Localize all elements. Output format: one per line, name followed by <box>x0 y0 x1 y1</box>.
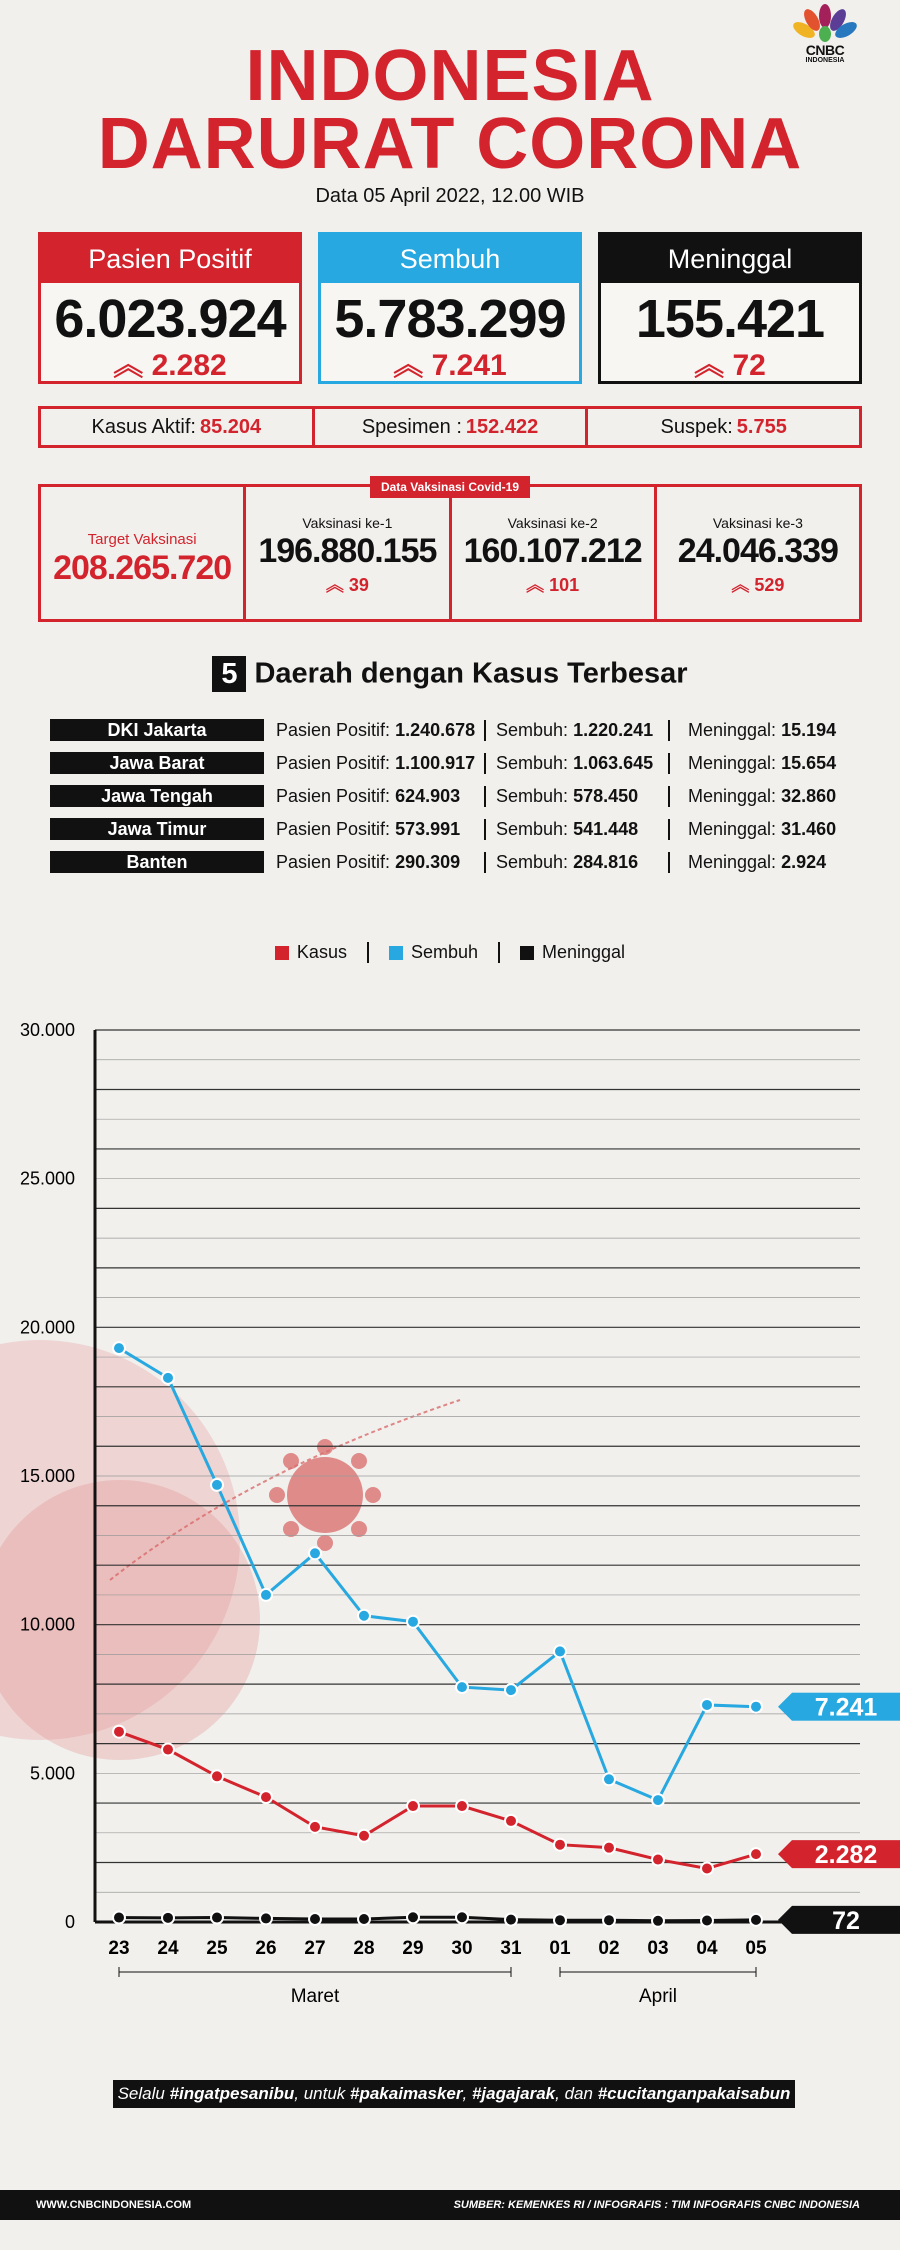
x-tick-label: 30 <box>451 1938 473 1959</box>
summary-strip <box>38 406 862 448</box>
end-label-kasus: 2.282 <box>814 1841 878 1870</box>
data-point-meninggal <box>505 1914 517 1926</box>
data-point-sembuh <box>407 1616 419 1628</box>
data-point-sembuh <box>309 1547 321 1559</box>
campaign-message: Selalu #ingatpesanibu, untuk #pakaimasker, #jagajarak, dan #cucitanganpakaisabun <box>113 2080 795 2108</box>
website-link[interactable]: WWW.CNBCINDONESIA.COM <box>36 2199 192 2211</box>
region-row: Jawa Tengah Pasien Positif: 624.903 Sembuh: 578.450 Meninggal: 32.860 <box>50 784 870 808</box>
y-tick-label: 0 <box>64 1912 75 1932</box>
data-point-meninggal <box>701 1915 713 1927</box>
data-point-kasus <box>603 1842 615 1854</box>
data-point-meninggal <box>211 1912 223 1924</box>
vaccination-dose-2: Vaksinasi ke-2 160.107.212 ︽ 101 <box>449 487 654 619</box>
card-value: 5.783.299 <box>334 289 566 349</box>
data-date: Data 05 April 2022, 12.00 WIB <box>315 185 585 207</box>
card-delta: ︽ 72 <box>694 349 766 382</box>
x-tick-label: 31 <box>500 1938 522 1959</box>
data-point-kasus <box>554 1839 566 1851</box>
data-point-sembuh <box>260 1589 272 1601</box>
data-point-meninggal <box>456 1911 468 1923</box>
data-point-sembuh <box>113 1342 125 1354</box>
end-label-arrow <box>778 1906 792 1934</box>
double-chevron-up-icon: ︽ <box>694 349 725 382</box>
x-tick-label: 24 <box>157 1938 179 1959</box>
line-chart <box>0 1000 900 2010</box>
y-tick-label: 20.000 <box>19 1317 75 1338</box>
logo-text: CNBC <box>805 42 845 58</box>
specimens: Spesimen : 152.422 <box>312 409 586 445</box>
data-point-kasus <box>113 1726 125 1738</box>
deaths-card <box>598 232 862 384</box>
data-point-meninggal <box>260 1912 272 1924</box>
data-point-meninggal <box>603 1914 615 1926</box>
data-point-meninggal <box>358 1913 370 1925</box>
region-row: Jawa Barat Pasien Positif: 1.100.917 Sembuh: 1.063.645 Meninggal: 15.654 <box>50 751 870 775</box>
legend-item-meninggal: Meninggal <box>498 942 645 963</box>
region-row: Banten Pasien Positif: 290.309 Sembuh: 284.816 Meninggal: 2.924 <box>50 850 870 874</box>
vaccination-target: Target Vaksinasi 208.265.720 <box>53 531 232 587</box>
data-point-meninggal <box>113 1912 125 1924</box>
recovered-card <box>318 232 582 384</box>
x-tick-label: 27 <box>304 1938 326 1959</box>
data-point-meninggal <box>652 1915 664 1927</box>
data-point-sembuh <box>505 1684 517 1696</box>
data-point-sembuh <box>652 1794 664 1806</box>
positive-card <box>38 232 302 384</box>
end-label-arrow <box>778 1840 792 1868</box>
double-chevron-up-icon: ︽ <box>393 349 424 382</box>
footer-bar <box>0 2190 900 2220</box>
region-row: DKI Jakarta Pasien Positif: 1.240.678 Sembuh: 1.220.241 Meninggal: 15.194 <box>50 718 870 742</box>
data-point-kasus <box>407 1800 419 1812</box>
page-title-line2: DARURAT CORONA <box>97 104 803 184</box>
data-point-sembuh <box>554 1645 566 1657</box>
data-point-kasus <box>211 1770 223 1782</box>
page-title-line1: INDONESIA <box>245 36 655 116</box>
data-point-kasus <box>652 1854 664 1866</box>
chart-legend <box>0 942 900 963</box>
data-point-sembuh <box>750 1701 762 1713</box>
x-tick-label: 01 <box>549 1938 571 1959</box>
x-tick-label: 05 <box>745 1938 767 1959</box>
suspects: Suspek: 5.755 <box>585 409 859 445</box>
data-point-sembuh <box>701 1699 713 1711</box>
data-point-meninggal <box>309 1913 321 1925</box>
data-point-sembuh <box>358 1610 370 1622</box>
virus-decoration <box>0 1340 460 1760</box>
data-point-sembuh <box>603 1773 615 1785</box>
vaccination-dose-3: Vaksinasi ke-3 24.046.339 ︽ 529 <box>654 487 859 619</box>
double-chevron-up-icon: ︽ <box>526 575 545 595</box>
end-label-sembuh: 7.241 <box>814 1693 878 1722</box>
source-credit: SUMBER: KEMENKES RI / INFOGRAFIS : TIM INFOGRAFIS CNBC INDONESIA <box>453 2199 860 2211</box>
x-tick-label: 28 <box>353 1938 375 1959</box>
x-tick-label: 23 <box>108 1938 130 1959</box>
month-label: April <box>638 1986 678 2007</box>
data-point-meninggal <box>554 1914 566 1926</box>
y-tick-label: 25.000 <box>19 1168 75 1189</box>
data-point-meninggal <box>750 1914 762 1926</box>
logo-subtext: INDONESIA <box>805 57 845 64</box>
data-point-kasus <box>358 1830 370 1842</box>
double-chevron-up-icon: ︽ <box>731 575 750 595</box>
data-point-sembuh <box>162 1372 174 1384</box>
end-label-meninggal: 72 <box>832 1906 860 1935</box>
vaccination-tag: Data Vaksinasi Covid-19 <box>370 476 530 498</box>
x-tick-label: 02 <box>598 1938 620 1959</box>
y-tick-label: 5.000 <box>29 1763 75 1784</box>
end-label-arrow <box>778 1693 792 1721</box>
data-point-kasus <box>456 1800 468 1812</box>
data-point-kasus <box>260 1791 272 1803</box>
data-point-kasus <box>750 1848 762 1860</box>
y-tick-label: 10.000 <box>19 1614 75 1635</box>
x-tick-label: 29 <box>402 1938 424 1959</box>
double-chevron-up-icon: ︽ <box>113 349 144 382</box>
card-delta: ︽ 7.241 <box>393 349 507 382</box>
x-tick-label: 03 <box>647 1938 669 1959</box>
data-point-meninggal <box>407 1911 419 1923</box>
card-label: Pasien Positif <box>41 235 299 283</box>
vaccination-box <box>38 484 862 622</box>
x-tick-label: 04 <box>696 1938 718 1959</box>
legend-item-kasus: Kasus <box>255 942 367 963</box>
card-value: 155.421 <box>635 289 825 349</box>
peacock-icon <box>790 4 860 44</box>
card-delta: ︽ 2.282 <box>113 349 227 382</box>
month-label: Maret <box>290 1986 340 2007</box>
region-row: Jawa Timur Pasien Positif: 573.991 Sembuh: 541.448 Meninggal: 31.460 <box>50 817 870 841</box>
data-point-kasus <box>701 1862 713 1874</box>
data-point-meninggal <box>162 1912 174 1924</box>
card-label: Meninggal <box>601 235 859 283</box>
card-value: 6.023.924 <box>54 289 286 349</box>
x-tick-label: 26 <box>255 1938 277 1959</box>
data-point-kasus <box>162 1744 174 1756</box>
data-point-kasus <box>505 1815 517 1827</box>
double-chevron-up-icon: ︽ <box>325 575 344 595</box>
data-point-sembuh <box>211 1479 223 1491</box>
active-cases: Kasus Aktif: 85.204 <box>91 415 262 438</box>
y-tick-label: 15.000 <box>19 1466 75 1486</box>
data-point-kasus <box>309 1821 321 1833</box>
x-tick-label: 25 <box>206 1938 228 1959</box>
vaccination-dose-1: Vaksinasi ke-1 196.880.155 ︽ 39 <box>243 487 448 619</box>
card-label: Sembuh <box>321 235 579 283</box>
legend-item-sembuh: Sembuh <box>367 942 498 963</box>
y-tick-label: 30.000 <box>19 1020 75 1040</box>
data-point-sembuh <box>456 1681 468 1693</box>
regions-title: 5 Daerah dengan Kasus Terbesar <box>0 656 900 692</box>
